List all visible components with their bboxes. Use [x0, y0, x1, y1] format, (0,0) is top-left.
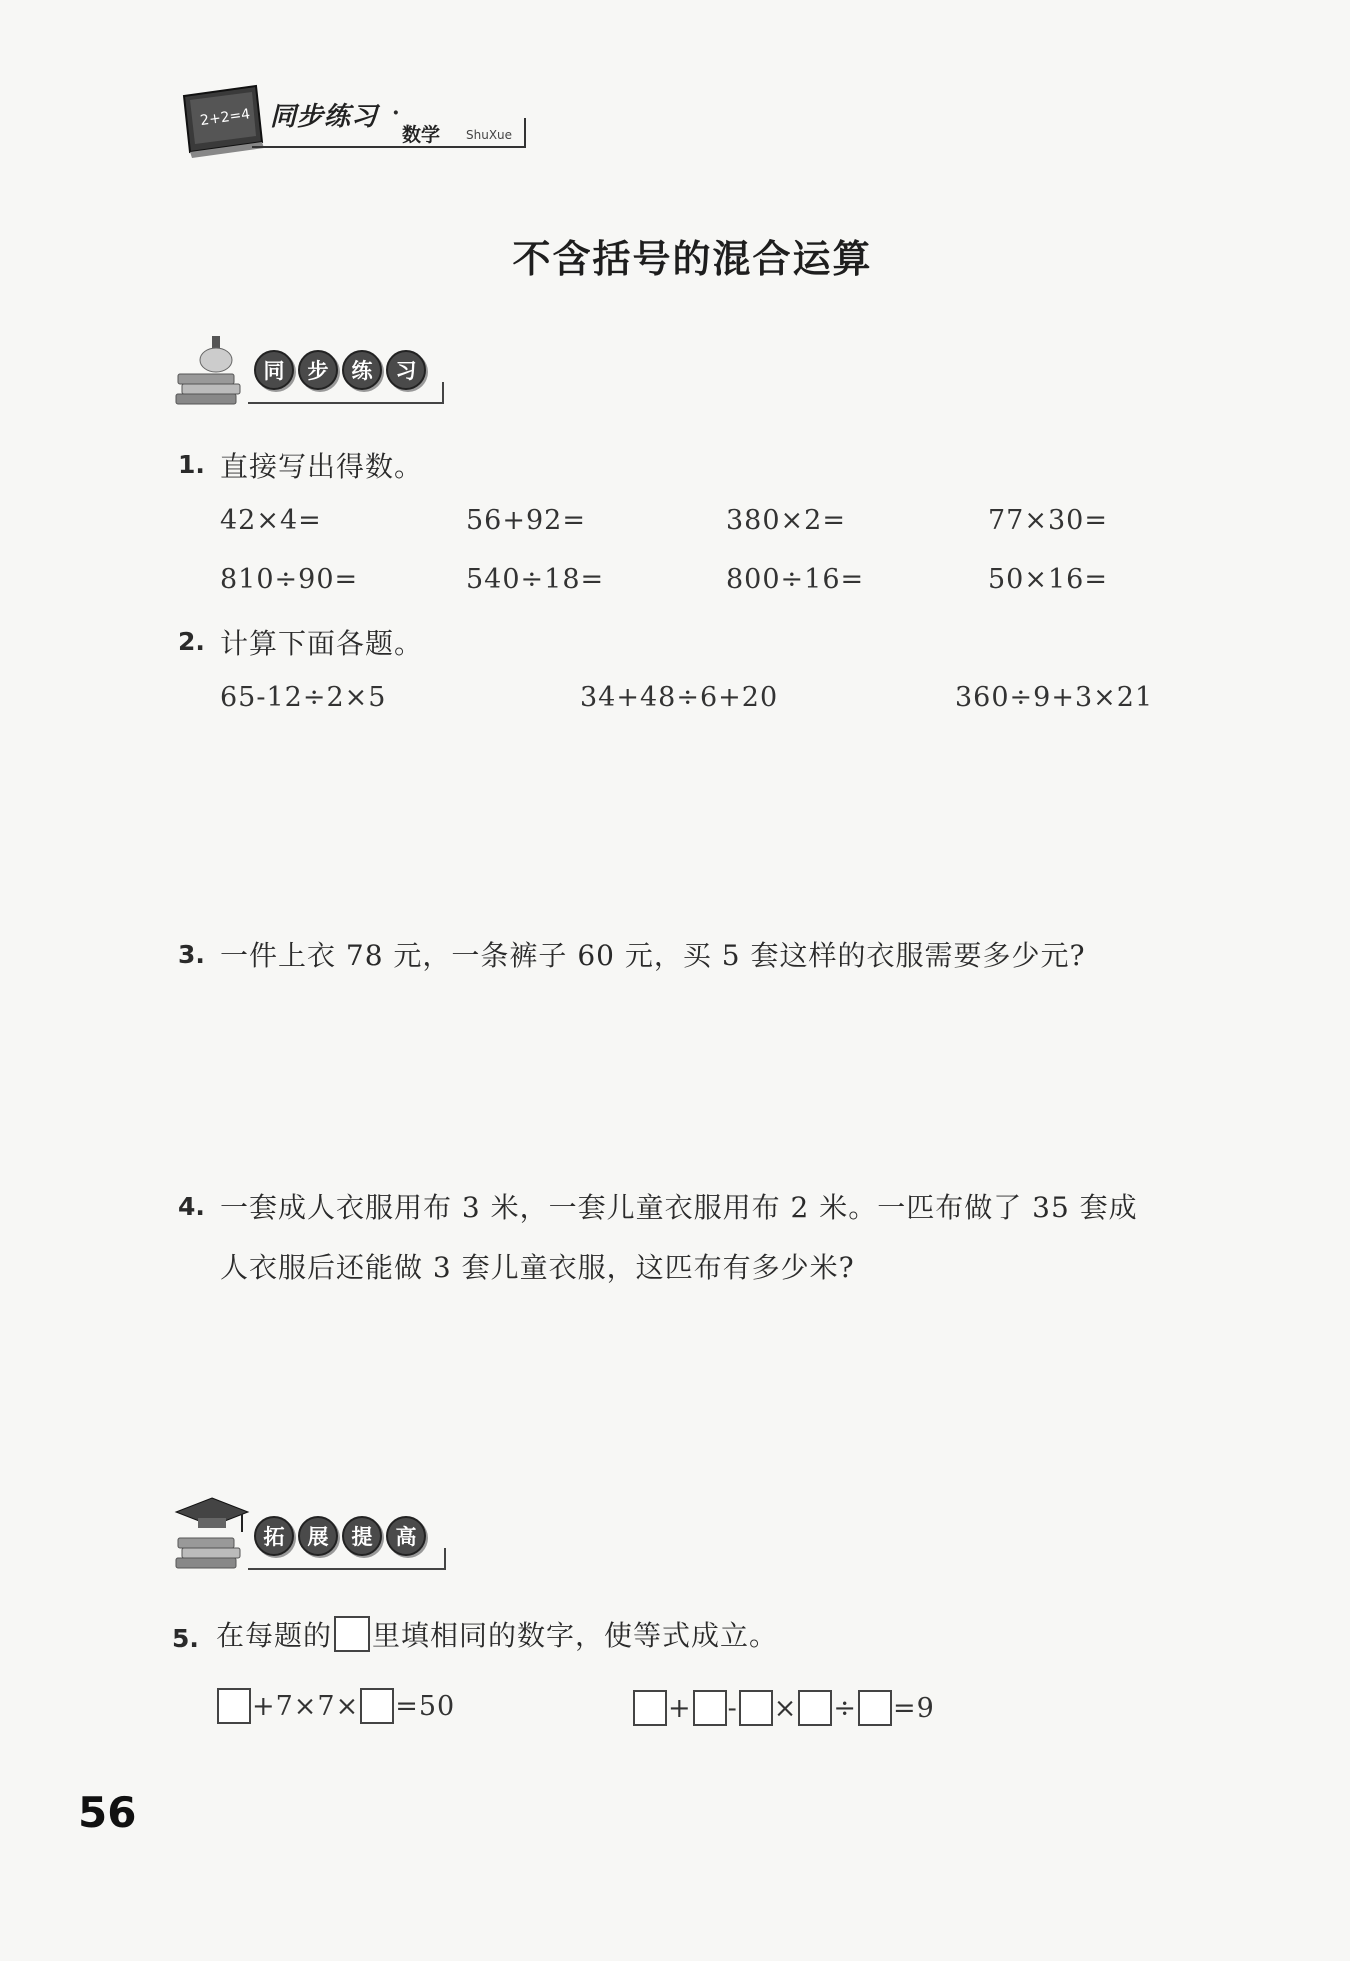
- answer-box[interactable]: [360, 1688, 394, 1724]
- eq2-op: ÷: [833, 1692, 857, 1724]
- calc-item: 34+48÷6+20: [580, 682, 779, 713]
- answer-box[interactable]: [858, 1690, 892, 1726]
- badge-char: 同: [254, 350, 294, 390]
- section-tick: [444, 1548, 446, 1570]
- answer-box[interactable]: [798, 1690, 832, 1726]
- section-underline: [248, 402, 444, 404]
- q5-text-before: 在每题的: [216, 1619, 333, 1652]
- example-box: [334, 1616, 370, 1652]
- badge-char: 习: [386, 350, 426, 390]
- header-dot: ·: [392, 100, 400, 126]
- section-banner-sync: [254, 350, 426, 390]
- badge-char: 步: [298, 350, 338, 390]
- equation-1: [216, 1688, 455, 1724]
- oral-item: 800÷16=: [726, 564, 865, 595]
- q5-text-after: 里填相同的数字，使等式成立。: [372, 1619, 779, 1652]
- logo-equation: 2+2=4: [199, 106, 252, 130]
- eq2-op: +: [668, 1692, 692, 1724]
- books-lamp-icon: [172, 330, 252, 410]
- eq2-result: =9: [893, 1692, 935, 1724]
- header-underline: [252, 146, 526, 148]
- answer-box[interactable]: [217, 1688, 251, 1724]
- oral-item: 77×30=: [988, 505, 1108, 536]
- eq1-result: =50: [395, 1690, 456, 1722]
- question-number: 2.: [178, 627, 205, 656]
- question-text: [216, 1614, 778, 1654]
- question-number: 3.: [178, 940, 205, 969]
- header-end-tick: [524, 118, 526, 148]
- calc-item: 65-12÷2×5: [220, 682, 387, 713]
- subject-pinyin: ShuXue: [466, 128, 513, 142]
- question-number: 1.: [178, 450, 205, 479]
- eq2-op: ×: [773, 1692, 798, 1724]
- equation-2: [632, 1690, 935, 1726]
- oral-item: 56+92=: [466, 505, 586, 536]
- question-text: 直接写出得数。: [220, 450, 424, 483]
- page-title: 不含括号的混合运算: [512, 236, 873, 281]
- section-banner-extend: [254, 1516, 426, 1556]
- subject-label: 数学: [402, 124, 441, 146]
- question-number: 5.: [172, 1624, 199, 1653]
- books-graduation-cap-icon: [172, 1494, 252, 1574]
- page-number: 56: [78, 1788, 137, 1837]
- badge-char: 高: [386, 1516, 426, 1556]
- oral-item: 380×2=: [726, 505, 846, 536]
- badge-char: 提: [342, 1516, 382, 1556]
- question-text: 一件上衣 78 元，一条裤子 60 元，买 5 套这样的衣服需要多少元?: [220, 939, 1086, 972]
- eq2-op: -: [727, 1692, 738, 1724]
- oral-item: 810÷90=: [220, 564, 359, 595]
- question-text-line2: 人衣服后还能做 3 套儿童衣服，这匹布有多少米?: [220, 1251, 855, 1284]
- answer-box[interactable]: [739, 1690, 773, 1726]
- book-title: 同步练习: [270, 102, 379, 132]
- oral-item: 540÷18=: [466, 564, 605, 595]
- badge-char: 拓: [254, 1516, 294, 1556]
- question-text-line1: 一套成人衣服用布 3 米，一套儿童衣服用布 2 米。一匹布做了 35 套成: [220, 1191, 1138, 1224]
- answer-box[interactable]: [693, 1690, 727, 1726]
- chalkboard-logo-icon: [178, 82, 270, 160]
- badge-char: 练: [342, 350, 382, 390]
- oral-item: 42×4=: [220, 505, 322, 536]
- question-number: 4.: [178, 1192, 205, 1221]
- section-tick: [442, 382, 444, 404]
- oral-item: 50×16=: [988, 564, 1108, 595]
- badge-char: 展: [298, 1516, 338, 1556]
- section-underline: [248, 1568, 446, 1570]
- eq1-operators: +7×7×: [252, 1690, 360, 1722]
- calc-item: 360÷9+3×21: [955, 682, 1154, 713]
- answer-box[interactable]: [633, 1690, 667, 1726]
- question-text: 计算下面各题。: [220, 627, 424, 660]
